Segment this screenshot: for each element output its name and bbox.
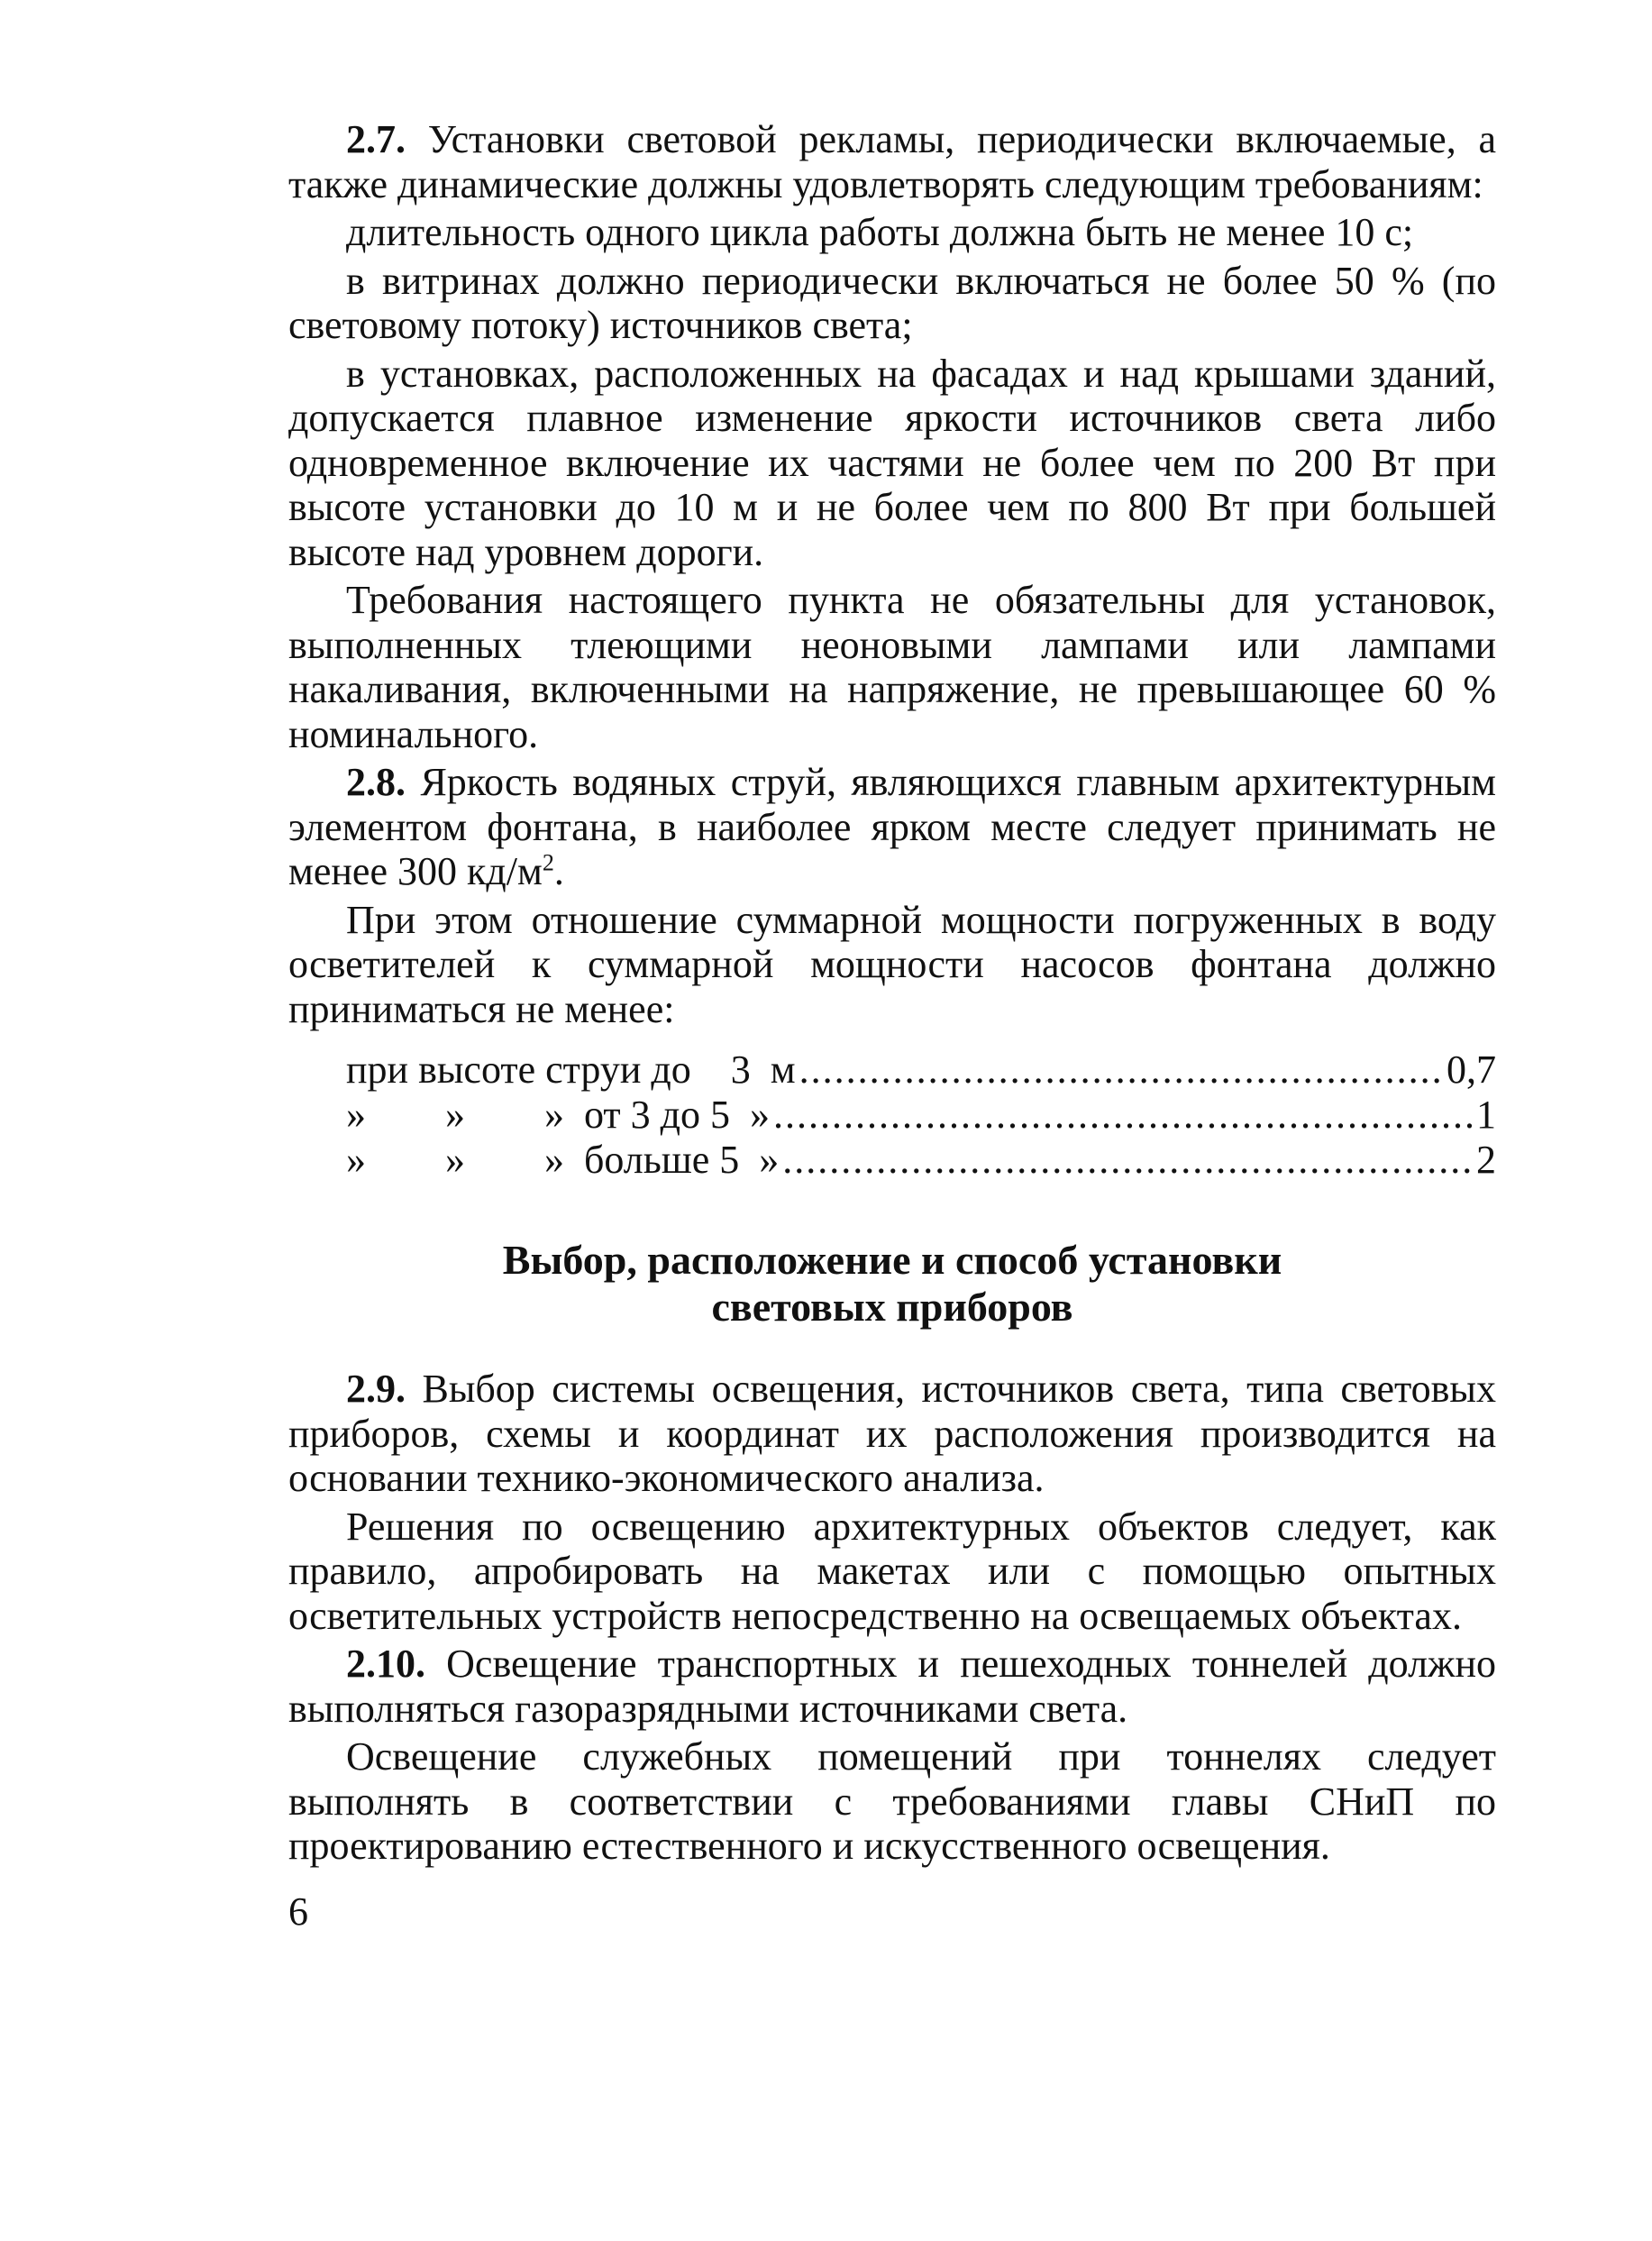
table-row	[346, 1047, 1496, 1093]
paragraph-text: Освещение транспортных и пешеходных тоннелей должно выполняться газоразрядными источниками света.	[288, 1642, 1496, 1731]
paragraph-2-8	[288, 760, 1496, 894]
superscript: 2	[542, 849, 554, 876]
row-label: » » » от 3 до 5 »	[346, 1093, 771, 1137]
paragraph-2-8-ratio: При этом отношение суммарной мощности погруженных в воду осветителей к суммарной мощности насосов фонтана должно приниматься не менее:	[288, 897, 1496, 1031]
list-item: длительность одного цикла работы должна быть не менее 10 с;	[346, 210, 1414, 254]
leader-dots	[799, 1047, 1443, 1093]
paragraph-text: Установки световой рекламы, периодически включаемые, а также динамические должны удовлетворять следующим требованиям:	[288, 117, 1496, 206]
paragraph-text-end: .	[553, 849, 564, 893]
row-label: » » » больше 5 »	[346, 1138, 780, 1182]
paragraph-text: Выбор системы освещения, источников света, типа световых приборов, схемы и координат их расположения производится на основании технико-экономического анализа.	[288, 1367, 1496, 1500]
paragraph-2-10-note: Освещение служебных помещений при тоннелях следует выполнять в соответствии с требованиями главы СНиП по проектированию естественного и искусственного освещения.	[288, 1734, 1496, 1868]
list-item: в витринах должно периодически включаться не более 50 % (по световому потоку) источников света;	[288, 258, 1496, 347]
heading-line: световых приборов	[711, 1284, 1073, 1330]
row-value: 0,7	[1447, 1047, 1496, 1092]
row-label: при высоте струи до 3 м	[346, 1047, 796, 1092]
section-number: 2.8.	[346, 760, 406, 804]
paragraph-2-9-note: Решения по освещению архитектурных объектов следует, как правило, апробировать на макетах или с помощью опытных осветительных устройств непосредственно на освещаемых объектах.	[288, 1504, 1496, 1638]
section-heading	[288, 1237, 1496, 1331]
section-number: 2.9.	[346, 1367, 406, 1411]
ratio-table	[346, 1047, 1496, 1183]
document-page	[288, 117, 1496, 1872]
row-value: 2	[1476, 1138, 1496, 1182]
page-number: 6	[288, 1889, 308, 1934]
paragraph-2-7	[288, 117, 1496, 206]
list-item: в установках, расположенных на фасадах и над крышами зданий, допускается плавное изменение яркости источников света либо одновременное включение их частями не более чем по 200 Вт при высоте установки до 10 м и не более чем по 800 Вт при большей высоте над уровнем дороги.	[288, 351, 1496, 574]
table-row	[346, 1138, 1496, 1183]
paragraph-2-7-note: Требования настоящего пункта не обязательны для установок, выполненных тлеющими неоновыми лампами или лампами накаливания, включенными на напряжение, не превышающее 60 % номинального.	[288, 578, 1496, 756]
section-number: 2.10.	[346, 1642, 425, 1686]
paragraph-text: Яркость водяных струй, являющихся главным архитектурным элементом фонтана, в наиболее ярком месте следует принимать не менее 300 кд/м	[288, 760, 1496, 893]
section-number: 2.7.	[346, 117, 406, 161]
row-value: 1	[1476, 1093, 1496, 1137]
paragraph-2-10	[288, 1642, 1496, 1731]
leader-dots	[782, 1138, 1473, 1183]
table-row	[346, 1093, 1496, 1138]
heading-line: Выбор, расположение и способ установки	[502, 1237, 1282, 1283]
paragraph-2-9	[288, 1367, 1496, 1501]
leader-dots	[773, 1093, 1473, 1138]
